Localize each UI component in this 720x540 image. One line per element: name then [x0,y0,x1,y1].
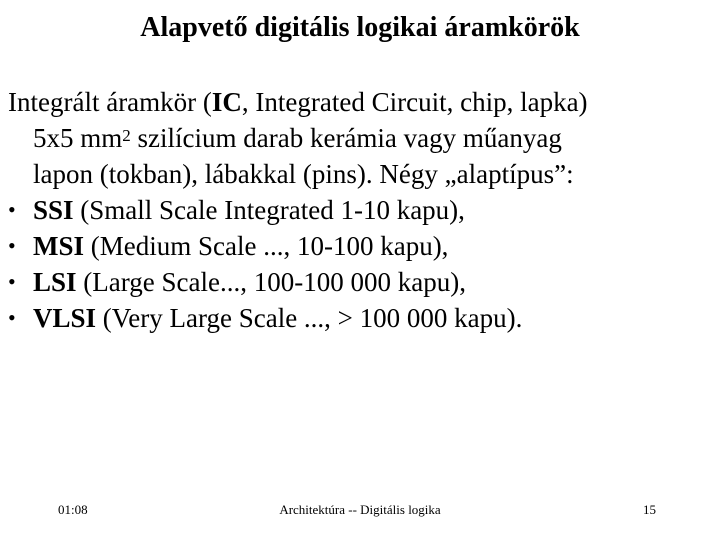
bullet-icon: • [8,269,16,294]
ic-types-list [8,192,714,336]
ic-term: IC [211,87,242,117]
slide-title: Alapvető digitális logikai áramkörök [140,12,580,43]
bullet-text: (Small Scale Integrated 1-10 kapu), [73,195,465,225]
list-item-ssi [8,192,714,228]
list-item-vlsi [8,300,714,336]
bullet-icon: • [8,305,16,330]
intro-line-1 [8,84,714,120]
bullet-term: MSI [33,231,85,261]
bullet-term: LSI [33,267,77,297]
list-item-msi [8,228,714,264]
intro-line-2 [8,120,714,156]
bullet-icon: • [8,197,16,222]
bullet-icon: • [8,233,16,258]
intro-line-1-prefix: Integrált áramkör ( [8,87,212,117]
slide-body [8,84,714,336]
intro-line-1-suffix: , Integrated Circuit, chip, lapka) [241,87,588,117]
intro-line-3: lapon (tokban), lábakkal (pins). Négy „alaptípus”: [33,159,574,189]
bullet-term: VLSI [33,303,97,333]
intro-line-2-suffix: szilícium darab kerámia vagy műanyag [130,123,562,153]
bullet-text: (Medium Scale ..., 10-100 kapu), [84,231,449,261]
list-item-lsi [8,264,714,300]
intro-line-2-prefix: 5x5 mm [33,123,123,153]
page-number: 15 [643,502,656,517]
superscript-two: 2 [122,126,131,145]
footer-title: Architektúra -- Digitális logika [279,502,441,517]
bullet-term: SSI [33,195,74,225]
bullet-text: (Very Large Scale ..., > 100 000 kapu). [96,303,523,333]
footer-time: 01:08 [58,502,88,517]
bullet-text: (Large Scale..., 100-100 000 kapu), [76,267,466,297]
